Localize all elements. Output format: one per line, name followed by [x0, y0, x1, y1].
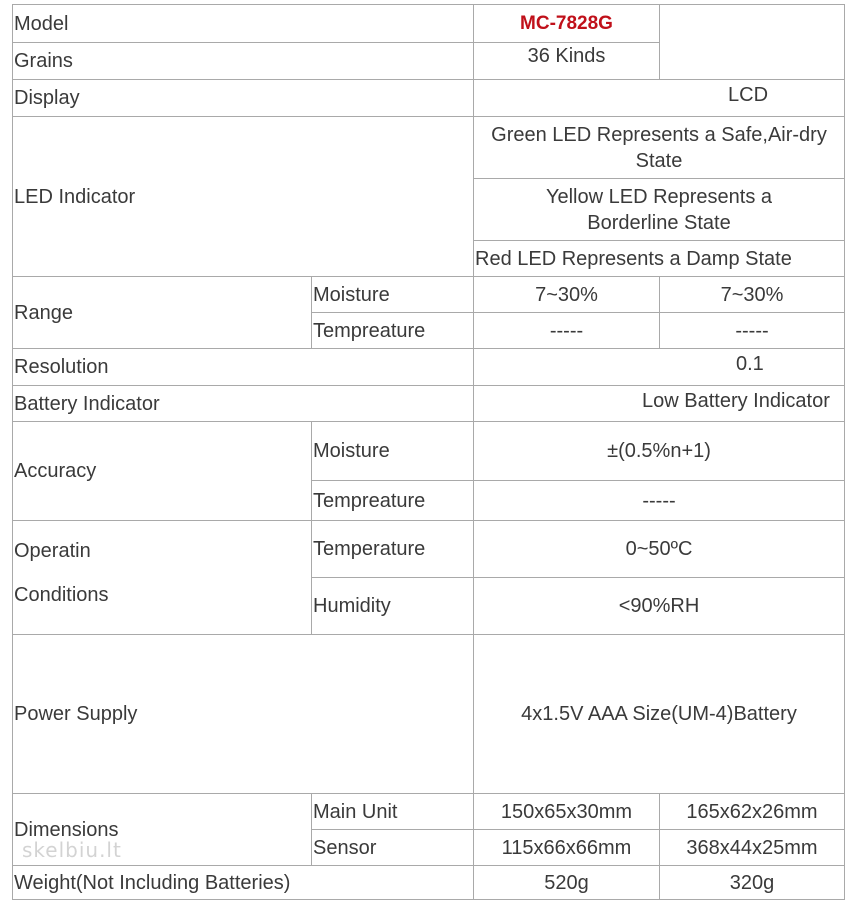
weight-value-a: 520g	[473, 865, 660, 900]
accuracy-moisture-label: Moisture	[311, 421, 474, 481]
empty-cell	[659, 4, 845, 80]
led-green-state: Green LED Represents a Safe,Air-dry State	[473, 116, 845, 179]
range-temperature-value-b: -----	[659, 312, 845, 349]
operating-humidity-label: Humidity	[311, 577, 474, 635]
grains-label: Grains	[12, 42, 474, 80]
range-label: Range	[12, 276, 312, 349]
watermark: skelbiu.lt	[22, 838, 122, 862]
dimensions-sensor-label: Sensor	[311, 829, 474, 866]
resolution-label: Resolution	[12, 348, 474, 386]
led-yellow-state: Yellow LED Represents a Borderline State	[473, 178, 845, 241]
weight-value-b: 320g	[659, 865, 845, 900]
accuracy-temperature-value: -----	[473, 480, 845, 521]
dimensions-main-unit-value-b: 165x62x26mm	[659, 793, 845, 830]
dimensions-sensor-value-b: 368x44x25mm	[659, 829, 845, 866]
operating-temperature-label: Temperature	[311, 520, 474, 578]
accuracy-label: Accuracy	[12, 421, 312, 521]
operating-conditions-label-line2: Conditions	[14, 584, 109, 606]
power-supply-value: 4x1.5V AAA Size(UM-4)Battery	[473, 634, 845, 794]
range-moisture-label: Moisture	[311, 276, 474, 313]
range-moisture-value-b: 7~30%	[659, 276, 845, 313]
display-label: Display	[12, 79, 474, 117]
dimensions-main-unit-value-a: 150x65x30mm	[473, 793, 660, 830]
power-supply-label: Power Supply	[12, 634, 474, 794]
model-label: Model	[12, 4, 474, 43]
accuracy-temperature-label: Tempreature	[311, 480, 474, 521]
operating-conditions-label	[12, 520, 312, 635]
weight-label: Weight(Not Including Batteries)	[12, 865, 474, 900]
battery-indicator-label: Battery Indicator	[12, 385, 474, 422]
led-red-state: Red LED Represents a Damp State	[473, 240, 845, 277]
accuracy-moisture-value: ±(0.5%n+1)	[473, 421, 845, 481]
operating-conditions-label-line1: Operatin	[14, 540, 91, 562]
range-temperature-value-a: -----	[473, 312, 660, 349]
operating-temperature-value: 0~50ºC	[473, 520, 845, 578]
battery-indicator-value: Low Battery Indicator	[642, 390, 830, 412]
dimensions-label: Dimensions	[12, 793, 312, 866]
resolution-value-cell	[473, 348, 845, 386]
battery-indicator-value-cell	[473, 385, 845, 422]
led-indicator-label: LED Indicator	[12, 116, 474, 277]
dimensions-main-unit-label: Main Unit	[311, 793, 474, 830]
resolution-value: 0.1	[736, 353, 764, 375]
range-temperature-label: Tempreature	[311, 312, 474, 349]
operating-humidity-value: <90%RH	[473, 577, 845, 635]
dimensions-sensor-value-a: 115x66x66mm	[473, 829, 660, 866]
display-value: LCD	[728, 84, 769, 106]
range-moisture-value-a: 7~30%	[473, 276, 660, 313]
display-value-cell	[473, 79, 845, 117]
model-value: MC-7828G	[473, 4, 660, 43]
grains-value: 36 Kinds	[473, 42, 660, 80]
